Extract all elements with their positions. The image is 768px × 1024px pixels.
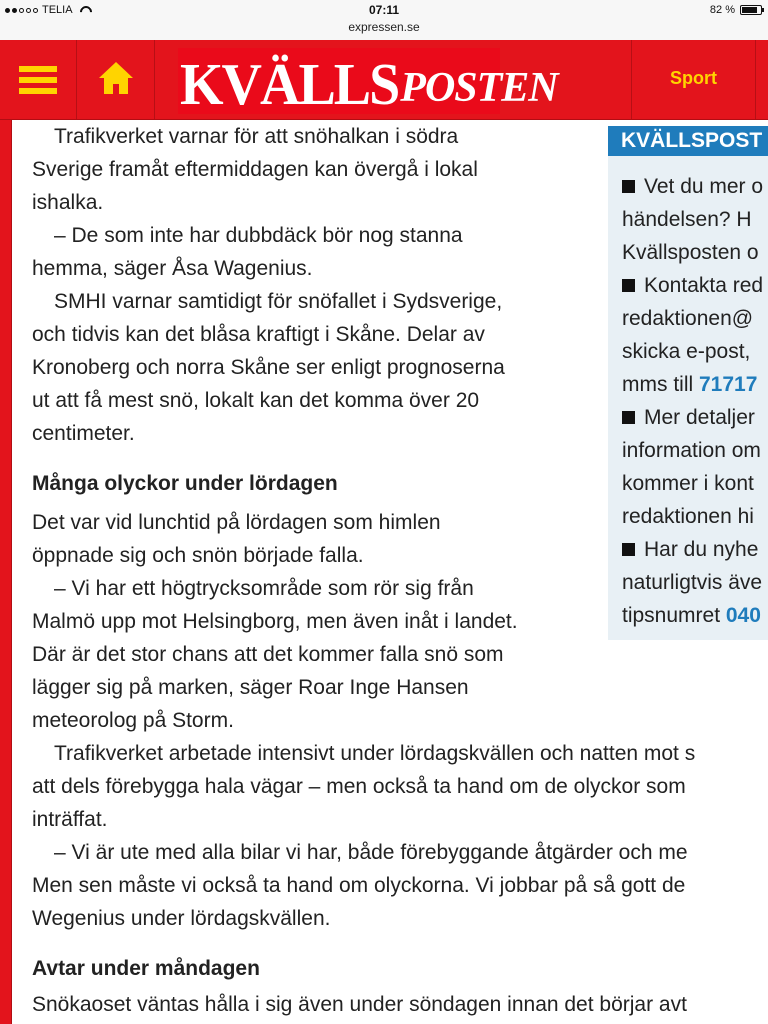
sidebar-line xyxy=(622,203,768,236)
sidebar-line xyxy=(622,566,768,599)
battery-icon xyxy=(740,5,762,15)
sidebar-line xyxy=(622,401,768,434)
square-bullet-icon xyxy=(622,411,635,424)
header-divider xyxy=(154,40,155,119)
logo-text-main: KVÄLLS xyxy=(180,52,399,118)
sidebar-line xyxy=(622,368,768,401)
sidebar-line-text: tipsnumret xyxy=(622,604,726,627)
logo-text-sub: POSTEN xyxy=(400,65,558,111)
paragraph-line: ishalka. xyxy=(32,191,104,214)
sidebar-line-text: Mer detaljer xyxy=(644,406,755,429)
square-bullet-icon xyxy=(622,180,635,193)
sidebar-line xyxy=(622,335,768,368)
paragraph-line: centimeter. xyxy=(32,422,135,445)
header-divider xyxy=(755,40,756,119)
nav-sport-link[interactable]: Sport xyxy=(670,68,717,88)
sidebar-line xyxy=(622,467,768,500)
clock: 07:11 xyxy=(368,3,400,17)
sidebar-line-text: skicka e-post, xyxy=(622,340,751,363)
sidebar-line-text: händelsen? H xyxy=(622,208,752,231)
sidebar-line-text: Kvällsposten o xyxy=(622,241,759,264)
sidebar-line-text: redaktionen hi xyxy=(622,505,754,528)
square-bullet-icon xyxy=(622,543,635,556)
paragraph-line: Malmö upp mot Helsingborg, men även inåt i landet. xyxy=(32,610,518,633)
paragraph-line: öppnade sig och snön började falla. xyxy=(32,544,364,567)
sidebar-line-text: information om xyxy=(622,439,761,462)
sidebar-line-text: redaktionen@ xyxy=(622,307,754,330)
paragraph-line: Snökaoset väntas hålla i sig även under söndagen innan det börjar avt xyxy=(32,993,687,1016)
paragraph-line: – Vi är ute med alla bilar vi har, både förebyggande åtgärder och me xyxy=(54,841,688,864)
paragraph-line: lägger sig på marken, säger Roar Inge Hansen xyxy=(32,676,469,699)
section-heading: Avtar under måndagen xyxy=(32,957,260,980)
paragraph-line: Trafikverket varnar för att snöhalkan i södra xyxy=(54,125,459,148)
address-bar[interactable]: expressen.se xyxy=(348,20,420,34)
paragraph-line: ut att få mest snö, lokalt kan det komma över 20 xyxy=(32,389,480,412)
sidebar-line-text: mms till xyxy=(622,373,699,396)
status-bar xyxy=(0,0,768,40)
sidebar-line xyxy=(622,599,768,632)
battery-indicator xyxy=(710,4,762,16)
paragraph-line: SMHI varnar samtidigt för snöfallet i Sydsverige, xyxy=(54,290,503,313)
paragraph-line: Sverige framåt eftermiddagen kan övergå i lokal xyxy=(32,158,478,181)
menu-button[interactable] xyxy=(0,40,76,119)
sidebar-line xyxy=(622,533,768,566)
site-header xyxy=(0,40,768,120)
paragraph-line: Där är det stor chans att det kommer falla snö som xyxy=(32,643,504,666)
home-button[interactable] xyxy=(77,40,154,119)
paragraph-line: – De som inte har dubbdäck bör nog stanna xyxy=(54,224,463,247)
paragraph-line: – Vi har ett högtrycksområde som rör sig från xyxy=(54,577,474,600)
sidebar-line xyxy=(622,269,768,302)
sidebar-title: KVÄLLSPOST xyxy=(608,126,768,156)
carrier-name: TELIA xyxy=(42,4,73,16)
phone-number-link[interactable]: 71717 xyxy=(699,373,758,396)
section-heading: Många olyckor under lördagen xyxy=(32,472,338,495)
square-bullet-icon xyxy=(622,279,635,292)
sidebar-line xyxy=(622,170,768,203)
paragraph-line: meteorolog på Storm. xyxy=(32,709,234,732)
sidebar-body xyxy=(608,156,768,632)
paragraph-line: inträffat. xyxy=(32,808,108,831)
sidebar-line xyxy=(622,434,768,467)
paragraph-line: Men sen måste vi också ta hand om olyckorna. Vi jobbar på så gott de xyxy=(32,874,686,897)
sidebar-line xyxy=(622,500,768,533)
sidebar-line-text: kommer i kont xyxy=(622,472,754,495)
sidebar-line xyxy=(622,302,768,335)
site-logo[interactable] xyxy=(178,48,558,118)
sidebar-line-text: Vet du mer o xyxy=(644,175,764,198)
paragraph-line: Wegenius under lördagskvällen. xyxy=(32,907,331,930)
page-frame xyxy=(0,120,12,1024)
paragraph-line: Trafikverket arbetade intensivt under lördagskvällen och natten mot s xyxy=(54,742,696,765)
sidebar-line xyxy=(622,236,768,269)
battery-percent: 82 % xyxy=(709,4,735,16)
sidebar-line-text: Har du nyhe xyxy=(644,538,759,561)
paragraph-line: Det var vid lunchtid på lördagen som himlen xyxy=(32,511,441,534)
phone-number-link[interactable]: 040 xyxy=(725,604,761,627)
sidebar-line-text: naturligtvis äve xyxy=(622,571,763,594)
paragraph-line: hemma, säger Åsa Wagenius. xyxy=(32,257,313,280)
paragraph-line: Kronoberg och norra Skåne ser enligt prognoserna xyxy=(32,356,505,379)
sidebar-contact-box xyxy=(608,126,768,640)
paragraph-line: och tidvis kan det blåsa kraftigt i Skåne. Delar av xyxy=(32,323,485,346)
home-icon xyxy=(97,60,135,96)
sidebar-line-text: Kontakta red xyxy=(644,274,764,297)
paragraph-line: att dels förebygga hala vägar – men också ta hand om de olyckor som xyxy=(32,775,686,798)
